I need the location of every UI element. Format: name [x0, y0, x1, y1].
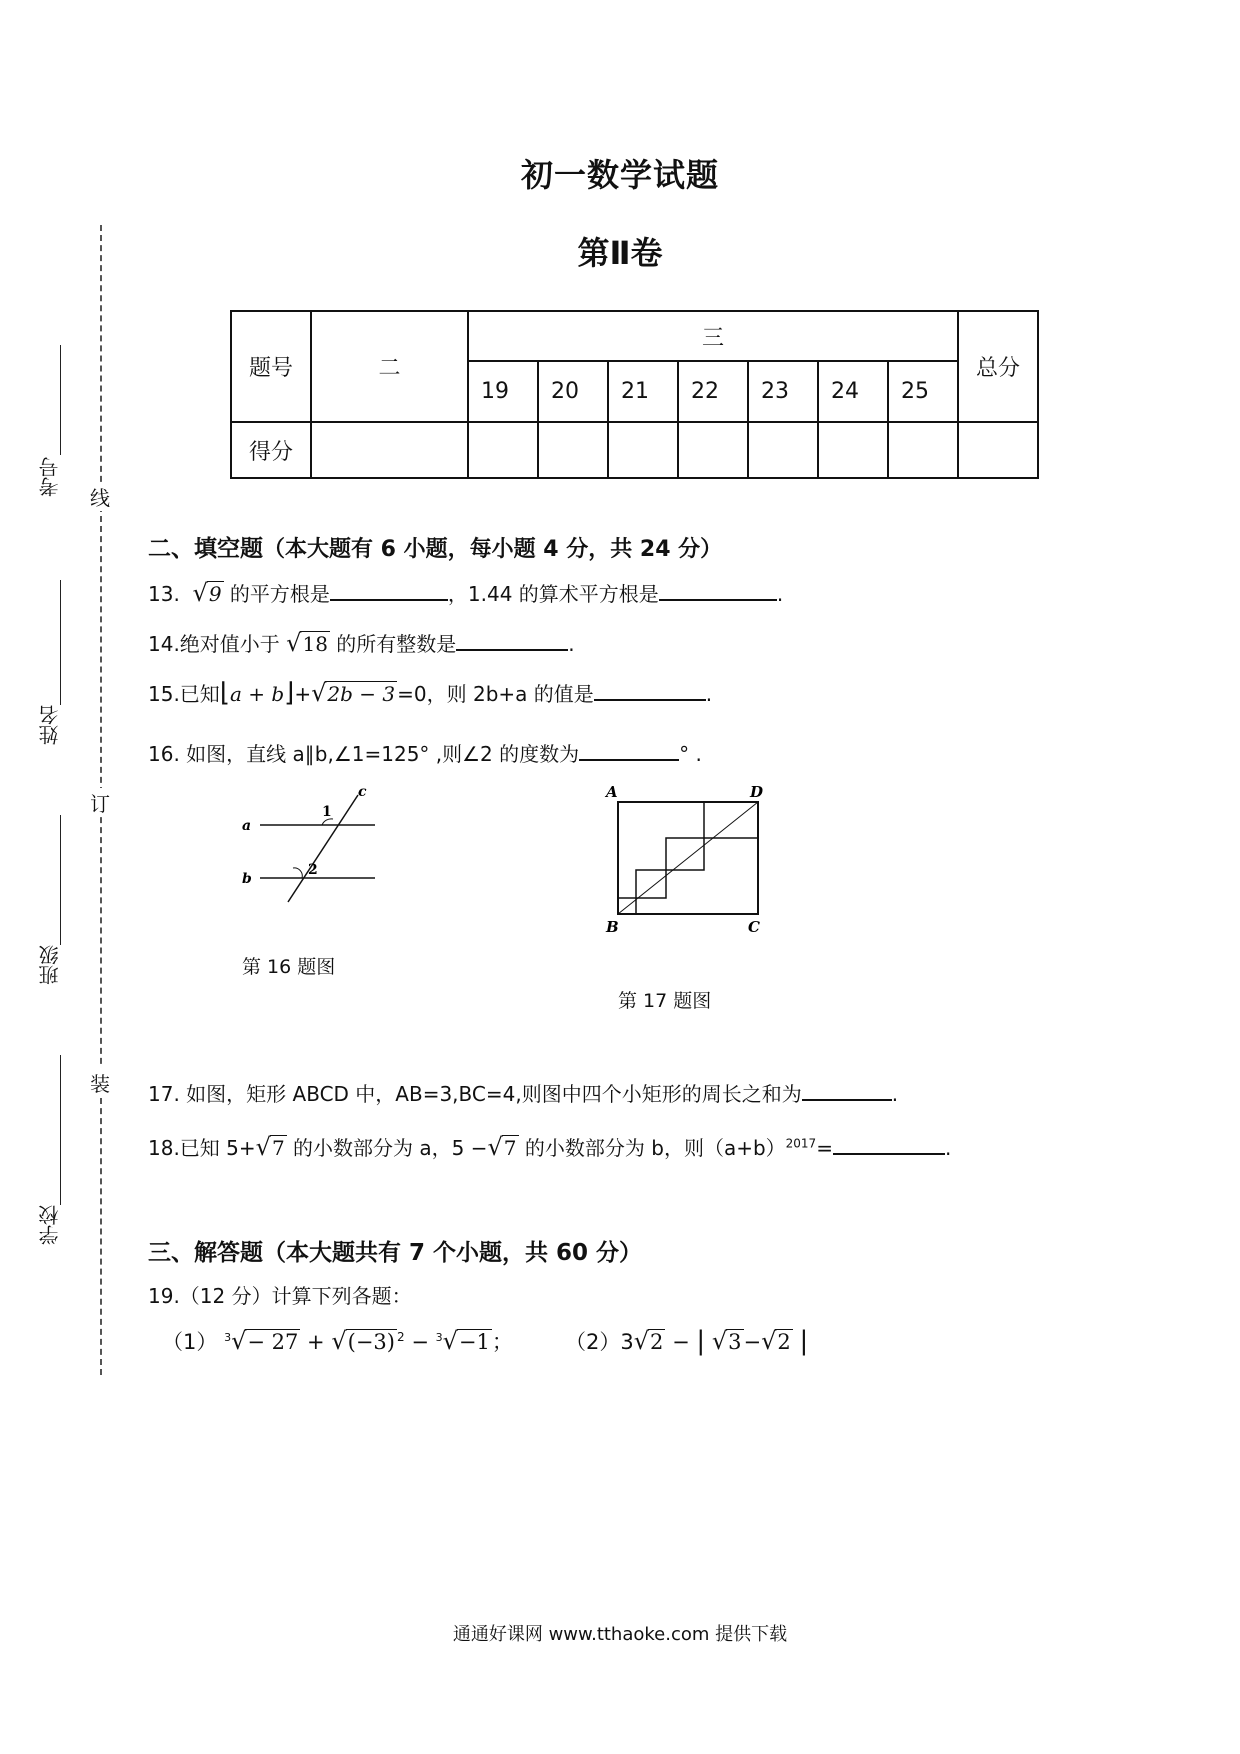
section2-header — [148, 530, 722, 563]
q19-part1 — [162, 1326, 513, 1356]
question-14 — [148, 628, 575, 657]
fig17-small-rect-4 — [704, 802, 758, 838]
sqrt-icon: √ — [286, 629, 302, 657]
score-cell[interactable] — [678, 422, 748, 478]
sqrt-icon: √ — [633, 1327, 650, 1355]
sqrt-icon: √ — [487, 1133, 503, 1161]
fig16-label-angle1: 1 — [322, 804, 332, 820]
fig17-label-B: B — [606, 918, 619, 936]
page-subtitle: 第Ⅱ卷 — [577, 234, 663, 272]
q19-p2-label: （2）3 — [565, 1330, 634, 1354]
score-cell[interactable] — [608, 422, 678, 478]
table-qnum: 19 — [468, 361, 538, 422]
q13-text2: ，1.44 的算术平方根是 — [447, 582, 659, 606]
q16-end: ° . — [679, 742, 702, 766]
fig17-small-rect-2 — [636, 870, 666, 898]
q16-text: 16. 如图，直线 a∥b,∠1=125° ,则∠2 的度数为 — [148, 742, 580, 766]
q15-text2: =0，则 2b+a 的值是 — [397, 682, 594, 706]
table-header-part3: 三 — [468, 311, 958, 361]
figure-16 — [230, 780, 400, 905]
fig17-label-D: D — [750, 783, 764, 801]
figure-17 — [600, 780, 780, 940]
score-cell[interactable] — [468, 422, 538, 478]
q19-p2-radicand2: 3 — [728, 1330, 742, 1354]
sqrt-icon: √ — [231, 1327, 247, 1355]
footer-text: 通通好课网 www.tthaoke.com 提供下载 — [452, 1624, 788, 1645]
binding-mark-order: 订 — [90, 788, 110, 817]
section3-heading: 三、解答题（本大题共有 7 个小题，共 60 分） — [148, 1240, 643, 1266]
sqrt-icon: √ — [255, 1133, 271, 1161]
page-title: 初一数学试题 — [520, 156, 719, 194]
table-qnum: 23 — [748, 361, 818, 422]
q19-p1-plus: + — [307, 1330, 325, 1354]
q19-p2-minus2: − — [743, 1330, 762, 1354]
sqrt-icon: √ — [442, 1327, 458, 1355]
q19-p1-radicand3: −1 — [458, 1330, 490, 1354]
q18-end: . — [944, 1136, 952, 1160]
table-qnum: 25 — [888, 361, 958, 422]
fig16-label-c: c — [358, 784, 367, 800]
field-exam-number-label: 考号 — [38, 457, 62, 497]
q13-blank1[interactable] — [330, 579, 448, 601]
q18-radicand2: 7 — [503, 1136, 517, 1160]
question-16 — [148, 738, 702, 767]
question-15 — [148, 678, 712, 708]
score-cell[interactable] — [888, 422, 958, 478]
fig17-caption: 第 17 题图 — [618, 990, 712, 1012]
q14-blank[interactable] — [456, 629, 568, 651]
q19-part2 — [565, 1326, 808, 1356]
q17-blank[interactable] — [802, 1079, 892, 1101]
sqrt-icon: √ — [761, 1327, 777, 1355]
section2-note: （本大题有 6 小题，每小题 4 分，共 24 分） — [263, 537, 723, 562]
q19-p1-index2: 3 — [435, 1331, 443, 1344]
table-row-label-score: 得分 — [231, 422, 311, 478]
abs-left-bracket-icon: ⌊ — [219, 678, 230, 708]
score-cell[interactable] — [748, 422, 818, 478]
q19-title: 19.（12 分）计算下列各题： — [148, 1284, 412, 1308]
q17-text: 17. 如图，矩形 ABCD 中，AB=3,BC=4,则图中四个小矩形的周长之和为 — [148, 1082, 802, 1106]
field-name-line — [60, 580, 61, 705]
field-school-label: 学校 — [38, 1205, 62, 1245]
q13-text1: 的平方根是 — [229, 582, 330, 606]
field-exam-number-line — [60, 345, 61, 455]
q19-p1-index1: 3 — [224, 1331, 232, 1344]
q14-end: . — [568, 632, 575, 656]
q15-abs-expr: a + b — [229, 682, 285, 706]
score-cell[interactable] — [311, 422, 468, 478]
sqrt-icon: √ — [331, 1327, 347, 1355]
table-header-question: 题号 — [231, 311, 311, 422]
field-class-line — [60, 815, 61, 945]
abs-bar-icon: | — [696, 1326, 706, 1356]
q13-radicand: 9 — [208, 582, 222, 606]
section2-heading: 二、填空题 — [148, 536, 263, 562]
q15-radicand: 2b − 3 — [327, 682, 396, 706]
field-class-label: 班级 — [38, 945, 62, 985]
q15-plus: + — [294, 682, 312, 706]
abs-bar-icon: | — [799, 1326, 809, 1356]
fig17-diagonal — [618, 802, 758, 914]
q18-text1: 18.已知 5+ — [148, 1136, 256, 1160]
fig17-label-A: A — [606, 783, 618, 801]
fig16-angle2-arc — [293, 868, 302, 878]
q18-text3: 的小数部分为 b，则（a+b） — [524, 1136, 786, 1160]
field-exam-number — [38, 345, 68, 505]
field-school — [38, 1055, 68, 1245]
binding-mark-line: 线 — [90, 482, 110, 511]
sqrt-icon: √ — [311, 679, 327, 707]
field-name — [38, 580, 68, 760]
score-cell[interactable] — [958, 422, 1038, 478]
q19-p1-end: ； — [491, 1330, 513, 1354]
q18-blank[interactable] — [833, 1133, 945, 1155]
fig16-label-a: a — [242, 818, 252, 834]
question-18 — [148, 1132, 951, 1161]
table-qnum: 24 — [818, 361, 888, 422]
q19-p1-radicand1: − 27 — [247, 1330, 299, 1354]
q19-p1-label: （1） — [162, 1330, 218, 1354]
q19-p2-radicand1: 2 — [650, 1330, 664, 1354]
score-cell[interactable] — [538, 422, 608, 478]
q18-equals: = — [816, 1136, 833, 1160]
fig16-caption: 第 16 题图 — [242, 956, 336, 978]
q19-p1-minus: − — [411, 1330, 429, 1354]
q16-blank[interactable] — [579, 739, 679, 761]
q13-number: 13. — [148, 582, 180, 606]
q15-blank[interactable] — [594, 679, 706, 701]
question-13 — [148, 578, 783, 607]
sqrt-icon: √ — [192, 579, 208, 607]
table-header-total: 总分 — [958, 311, 1038, 422]
q14-radicand: 18 — [302, 632, 328, 656]
q14-text1: 14.绝对值小于 — [148, 632, 280, 656]
table-qnum: 22 — [678, 361, 748, 422]
q19-p1-square: 2 — [396, 1330, 405, 1344]
q17-end: . — [891, 1082, 899, 1106]
abs-right-bracket-icon: ⌋ — [284, 678, 295, 708]
field-name-label: 姓名 — [38, 705, 62, 745]
q13-blank2[interactable] — [659, 579, 777, 601]
table-header-part2: 二 — [311, 311, 468, 422]
table-qnum: 21 — [608, 361, 678, 422]
score-table — [230, 310, 1039, 479]
sqrt-icon: √ — [711, 1327, 728, 1355]
field-class — [38, 815, 68, 995]
q15-end: . — [705, 682, 713, 706]
fig17-small-rect-3 — [666, 838, 704, 870]
q15-text1: 15.已知 — [148, 682, 220, 706]
fig17-label-C: C — [748, 918, 760, 936]
q19-p2-radicand3: 2 — [777, 1330, 791, 1354]
q18-exponent: 2017 — [785, 1136, 817, 1151]
binding-mark-install: 装 — [90, 1068, 110, 1097]
q18-radicand1: 7 — [271, 1136, 285, 1160]
q19-p1-radicand2: (−3) — [347, 1330, 395, 1354]
fig16-label-angle2: 2 — [308, 862, 318, 878]
q19-p2-minus: − — [672, 1330, 690, 1354]
q18-text2: 的小数部分为 a，5 − — [293, 1136, 488, 1160]
q13-end: . — [776, 582, 784, 606]
q14-text2: 的所有整数是 — [336, 632, 457, 656]
question-17 — [148, 1078, 898, 1107]
score-cell[interactable] — [818, 422, 888, 478]
table-qnum: 20 — [538, 361, 608, 422]
field-school-line — [60, 1055, 61, 1205]
fig16-label-b: b — [242, 871, 252, 887]
